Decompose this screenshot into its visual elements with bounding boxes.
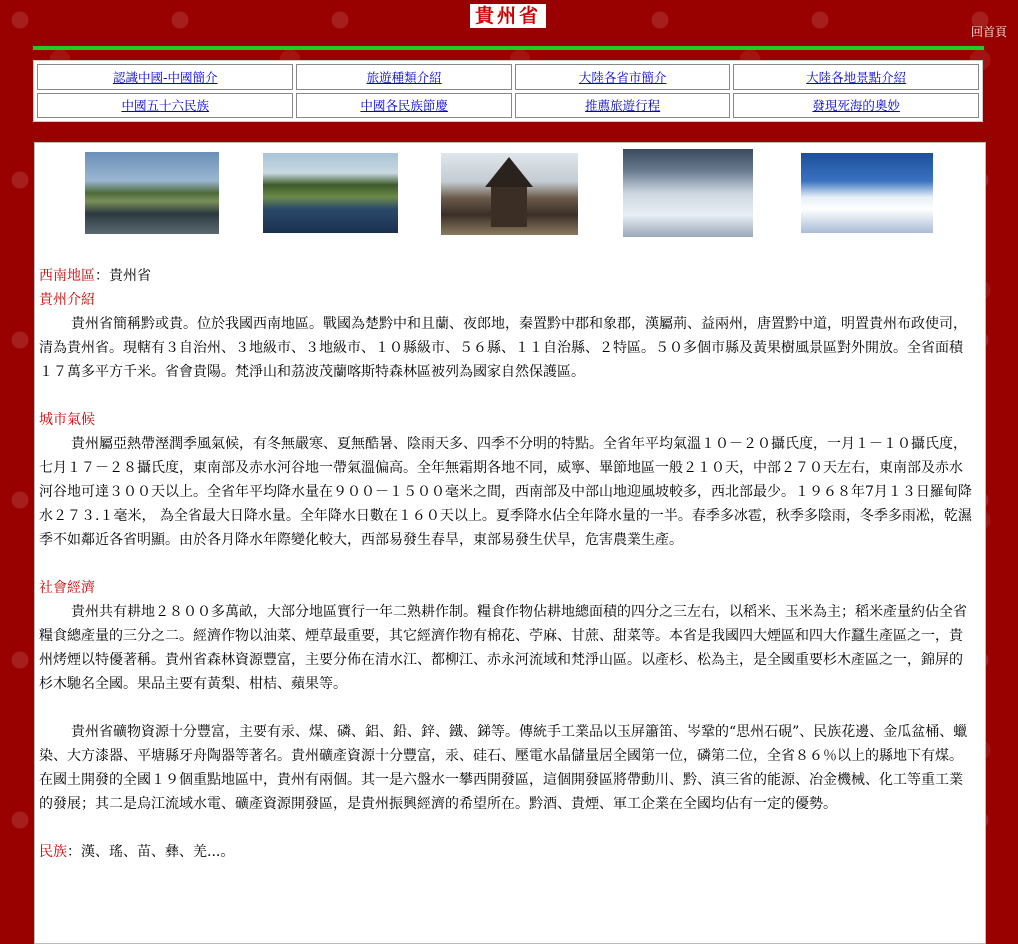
region-label: 西南地區 xyxy=(39,268,95,284)
nav-link-itineraries[interactable]: 推薦旅遊行程 xyxy=(585,98,661,114)
nav-link-ethnic-groups[interactable]: 中國五十六民族 xyxy=(121,98,209,114)
content-panel xyxy=(34,142,986,944)
photo-river-forest xyxy=(263,153,398,233)
climate-heading: 城市氣候 xyxy=(39,412,95,428)
nav-link-festivals[interactable]: 中國各民族節慶 xyxy=(360,98,448,114)
page-title: 貴州省 xyxy=(470,4,546,28)
climate-paragraph: 貴州屬亞熱帶溼潤季風氣候，有冬無嚴寒、夏無酷暑、陰雨天多、四季不分明的特點。全省年平均氣溫１０－２０攝氏度，一月１－１０攝氏度，七月１７－２８攝氏度，東南部及赤水河谷地一帶氣溫偏高。全年無霜期各地不同，威寧、畢節地區一般２１０天，中部２７０天左右，東南部及赤水河谷地可達３００天以上。全省年平均降水量在９００－１５００毫米之間，西南部及中部山地迎風坡較多，西北部最少。１９６８年7月１３日羅甸降水２７３.１毫米， 為全省最大日降水量。全年降水日數在１６０天以上。夏季降水佔全年降水量的一半。春季多冰雹，秋季多陰雨，冬季多雨凇，乾濕季不如鄰近各省明顯。由於各月降水年際變化較大，西部易發生春旱，東部易發生伏旱，危害農業生產。 xyxy=(39,436,972,548)
nav-link-scenic-spots[interactable]: 大陸各地景點介紹 xyxy=(806,69,907,85)
economy-heading: 社會經濟 xyxy=(39,580,95,596)
economy-section-2 xyxy=(39,720,973,816)
region-line xyxy=(39,264,973,288)
photo-ice-peaks xyxy=(623,149,753,237)
nav-cell xyxy=(515,93,730,119)
region-value: ：貴州省 xyxy=(95,268,151,284)
home-link[interactable]: 回首頁 xyxy=(971,25,1008,39)
divider-line xyxy=(33,46,984,50)
nav-link-china-intro[interactable]: 認識中國-中國簡介 xyxy=(112,69,218,85)
photo-strip xyxy=(35,143,985,243)
nav-cell xyxy=(515,64,730,90)
nav-cell xyxy=(296,93,511,119)
nav-cell xyxy=(37,93,293,119)
economy-paragraph-2: 貴州省礦物資源十分豐富，主要有汞、煤、磷、鋁、鉛、鋅、鐵、銻等。傳統手工業品以玉屏簫笛、岑鞏的“思州石硯”、民族花邊、金瓜盆桶、蠟染、大方漆器、平塘縣牙舟陶器等著名。貴州礦產資源十分豐富，汞、硅石、壓電水晶儲量居全國第一位，磷第二位，全省８６％以上的縣地下有煤。在國土開發的全國１９個重點地區中，貴州有兩個。其一是六盤水一攀西開發區，這個開發區將帶動川、黔、滇三省的能源、冶金機械、化工等重工業的發展；其二是烏江流域水電、礦產資源開發區，是貴州振興經濟的希望所在。黔酒、貴煙、軍工企業在全國均佔有一定的優勢。 xyxy=(39,724,968,812)
intro-paragraph: 貴州省簡稱黔或貴。位於我國西南地區。戰國為楚黔中和且蘭、夜郎地，秦置黔中郡和象郡，漢屬荊、益兩州，唐置黔中道，明置貴州布政使司，清為貴州省。現轄有３自治州、３地級市、３地級市、１０縣級市、５６縣、１１自治縣、２特區。５０多個市縣及黃果樹風景區對外開放。全省面積１７萬多平方千米。省會貴陽。梵淨山和茘波茂蘭喀斯特森林區被列為國家自然保護區。 xyxy=(39,316,967,380)
photo-drum-tower xyxy=(441,153,578,235)
drum-tower-shape xyxy=(441,153,578,235)
nav-cell xyxy=(733,64,979,90)
ethnic-label: 民族 xyxy=(39,844,67,860)
nav-cell xyxy=(37,64,293,90)
economy-paragraph-1: 貴州共有耕地２８００多萬畝，大部分地區實行一年二熟耕作制。糧食作物佔耕地總面積的四分之三左右，以稻米、玉米為主；稻米產量約佔全省糧食總產量的三分之二。經濟作物以油菜、煙草最重要，其它經濟作物有棉花、苧麻、甘蔗、甜菜等。本省是我國四大煙區和四大作蠶生產區之一，貴州烤煙以特優著稱。貴州省森林資源豐富，主要分佈在清水江、都柳江、赤永河流域和梵淨山區。以產杉、松為主，是全國重要杉木產區之一，錦屏的杉木馳名全國。果品主要有黃梨、柑桔、蘋果等。 xyxy=(39,604,967,692)
ethnic-value: ：漢、瑤、苗、彝、羌...。 xyxy=(67,844,235,860)
nav-cell xyxy=(733,93,979,119)
photo-snow-mountain xyxy=(801,153,933,233)
nav-link-provinces[interactable]: 大陸各省市簡介 xyxy=(578,69,667,85)
intro-section xyxy=(39,288,973,384)
intro-heading: 貴州介紹 xyxy=(39,292,95,308)
article-text xyxy=(39,264,973,864)
photo-lake-meadow xyxy=(85,152,219,234)
nav-link-dead-sea[interactable]: 發現死海的奧妙 xyxy=(812,98,900,114)
economy-section xyxy=(39,576,973,696)
ethnic-line xyxy=(39,840,973,864)
nav-cell xyxy=(296,64,511,90)
climate-section xyxy=(39,408,973,552)
nav-link-travel-types[interactable]: 旅遊種類介紹 xyxy=(366,69,442,85)
nav-table xyxy=(33,60,983,122)
